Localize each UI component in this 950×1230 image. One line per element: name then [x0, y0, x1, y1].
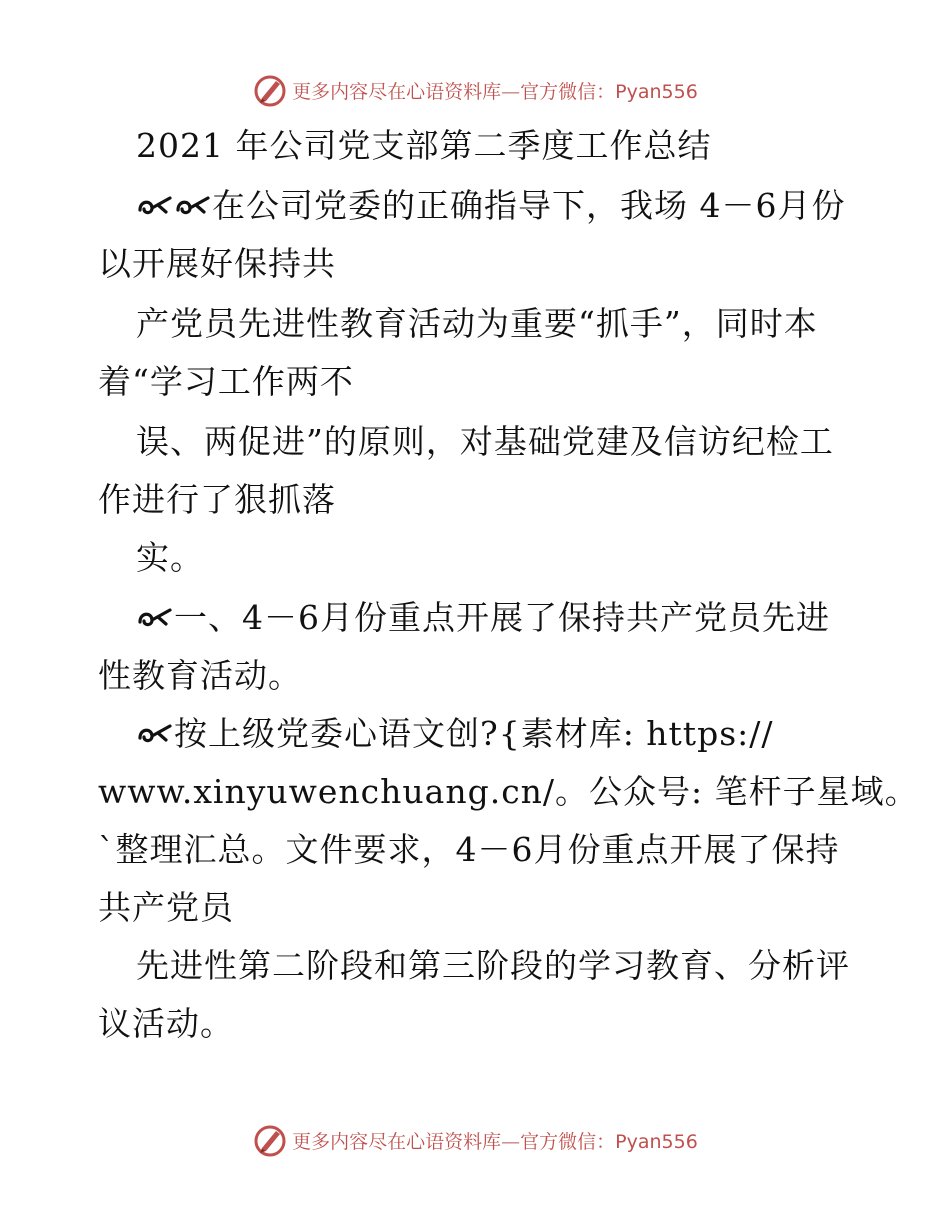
banner-text: 更多内容尽在心语资料库—官方微信：Pyan556	[292, 80, 698, 103]
paragraph-line: 性教育活动。	[98, 656, 302, 695]
ornament-icon	[136, 190, 174, 220]
paragraph-line: 一、4－6月份重点开展了保持共产党员先进	[136, 598, 830, 638]
paragraph-line: www.xinyuwenchuang.cn/。公众号: 笔杆子星域。	[98, 772, 919, 811]
paragraph-line: 产党员先进性教育活动为重要“抓手”，同时本	[136, 304, 818, 343]
pen-logo-icon	[252, 72, 288, 108]
document-title: 2021 年公司党支部第二季度工作总结	[136, 126, 712, 165]
paragraph-line: 以开展好保持共	[98, 244, 336, 283]
paragraph-line: 按上级党委心语文创?{素材库: https://	[136, 714, 774, 754]
paragraph-line: `整理汇总。文件要求，4－6月份重点开展了保持	[98, 830, 840, 869]
paragraph-line: 共产党员	[98, 888, 234, 927]
paragraph-line: 作进行了狠抓落	[98, 480, 336, 519]
footer-banner	[0, 1118, 950, 1162]
ornament-icon	[136, 602, 174, 632]
paragraph-line: 先进性第二阶段和第三阶段的学习教育、分析评	[136, 946, 850, 985]
paragraph-line: 在公司党委的正确指导下，我场 4－6月份	[136, 186, 845, 226]
pen-logo-icon	[252, 1122, 288, 1158]
header-banner	[0, 68, 950, 112]
ornament-icon	[174, 190, 212, 220]
paragraph-line: 议活动。	[98, 1004, 234, 1043]
paragraph-line: 着“学习工作两不	[98, 362, 354, 401]
paragraph-line: 实。	[136, 538, 204, 577]
paragraph-line: 误、两促进”的原则，对基础党建及信访纪检工	[136, 422, 834, 461]
banner-text: 更多内容尽在心语资料库—官方微信：Pyan556	[292, 1130, 698, 1153]
ornament-icon	[136, 718, 174, 748]
